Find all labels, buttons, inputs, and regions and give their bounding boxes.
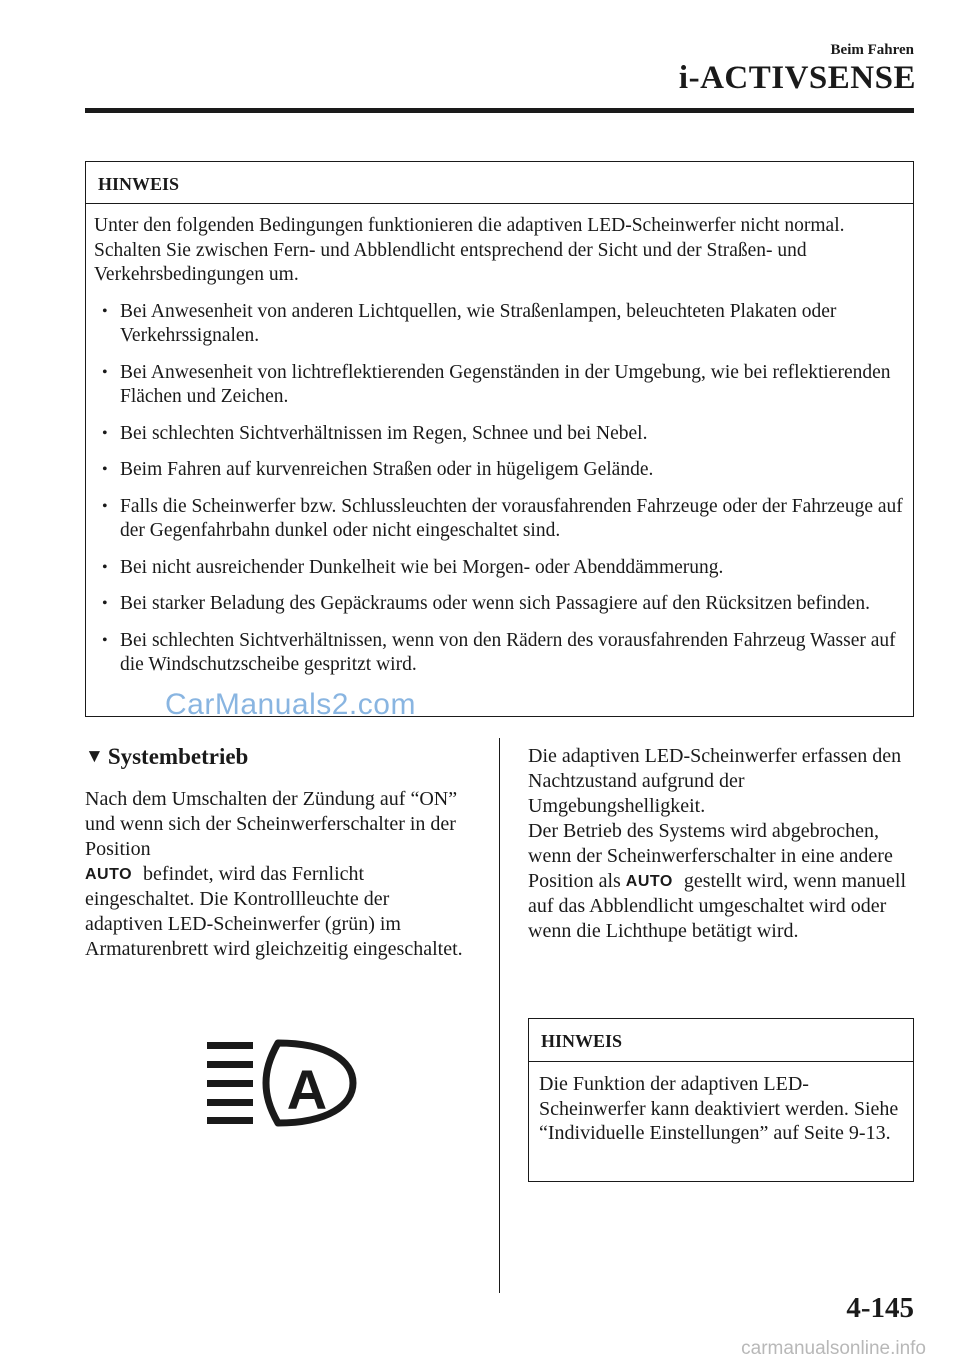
list-item: • Bei schlechten Sichtverhältnissen im Regen, Schnee und bei Nebel. (94, 422, 903, 447)
list-item: • Bei schlechten Sichtverhältnissen, wenn von den Rädern des vorausfahrenden Fahrzeug Wasser auf die Windschutzscheibe gespritzt wird. (102, 629, 896, 675)
note-box-conditions (85, 161, 914, 717)
header-rule (85, 108, 914, 113)
bullet-icon: • (102, 595, 108, 612)
condition-list (94, 300, 903, 678)
list-item: • Falls die Scheinwerfer bzw. Schlussleuchten der vorausfahrenden Fahrzeuge oder der Fahrzeuge auf der Gegenfahrbahn dunkel oder nicht eingeschaltet sind. (102, 495, 903, 541)
auto-switch-icon: AUTO (625, 873, 673, 890)
section-label: Beim Fahren (830, 42, 914, 58)
bullet-icon: • (102, 363, 108, 381)
column-divider (499, 738, 500, 1293)
section-heading (85, 744, 248, 770)
section-heading-text: Systembetrieb (107, 744, 249, 769)
indicator-letter: A (286, 1058, 328, 1121)
list-item: • Bei starker Beladung des Gepäckraums oder wenn sich Passagiere auf den Rücksitzen befinden. (94, 592, 903, 617)
note-heading: HINWEIS (529, 1019, 913, 1062)
note-heading: HINWEIS (86, 162, 913, 204)
note-body: Die Funktion der adaptiven LED-Scheinwerfer kann deaktiviert werden. Siehe “Individuelle Einstellungen” auf Seite 9-13. (539, 1073, 899, 1144)
list-item: • Beim Fahren auf kurvenreichen Straßen oder in hügeligem Gelände. (94, 458, 903, 483)
bullet-icon: • (102, 631, 108, 649)
bullet-icon: • (102, 558, 108, 576)
bullet-icon: • (102, 424, 108, 442)
note-box-deactivation (528, 1018, 914, 1182)
note-intro: Unter den folgenden Bedingungen funktionieren die adaptiven LED-Scheinwerfer nicht normal. Schalten Sie zwischen Fern- und Abblendlicht entsprechend der Sicht und der Straßen- und Verkehrsbedingungen um. (94, 215, 845, 285)
system-paragraph: Die adaptiven LED-Scheinwerfer erfassen den Nachtzustand aufgrund der Umgebungshelligkeit. Der Betrieb des Systems wird abgebrochen, wenn der Scheinwerferschalter in eine andere Position als AUTO gestellt wird, wenn manuell auf das Abblendlicht umgeschaltet wird oder wenn die Lichthupe betätigt wird. (528, 745, 907, 942)
watermark: CarManuals2.com (165, 688, 416, 721)
bullet-icon: • (102, 497, 108, 515)
list-item: • Bei Anwesenheit von anderen Lichtquellen, wie Straßenlampen, beleuchteten Plakaten oder Verkehrssignalen. (102, 300, 837, 346)
note-body (86, 204, 913, 678)
bullet-icon: • (102, 461, 108, 478)
footer-url: carmanualsonline.info (741, 1338, 926, 1359)
list-item: • Bei nicht ausreichender Dunkelheit wie bei Morgen- oder Abenddämmerung. (94, 556, 903, 581)
adaptive-led-headlight-indicator-icon (203, 1037, 358, 1132)
page-number: 4-145 (846, 1292, 914, 1324)
operation-paragraph: Nach dem Umschalten der Zündung auf “ON” und wenn sich der Scheinwerferschalter in der Position AUTO befindet, wird das Fernlicht eingeschaltet. Die Kontrollleuchte der adaptiven LED-Scheinwerfer (grün) im Armaturenbrett wird gleichzeitig eingeschaltet. (85, 788, 463, 960)
auto-switch-icon: AUTO (85, 866, 133, 883)
triangle-marker-icon: ▼ (85, 746, 104, 767)
chapter-title: i-ACTIVSENSE (678, 60, 916, 96)
list-item: • Bei Anwesenheit von lichtreflektierenden Gegenständen in der Umgebung, wie bei reflektierenden Flächen und Zeichen. (102, 361, 891, 407)
bullet-icon: • (102, 302, 108, 320)
